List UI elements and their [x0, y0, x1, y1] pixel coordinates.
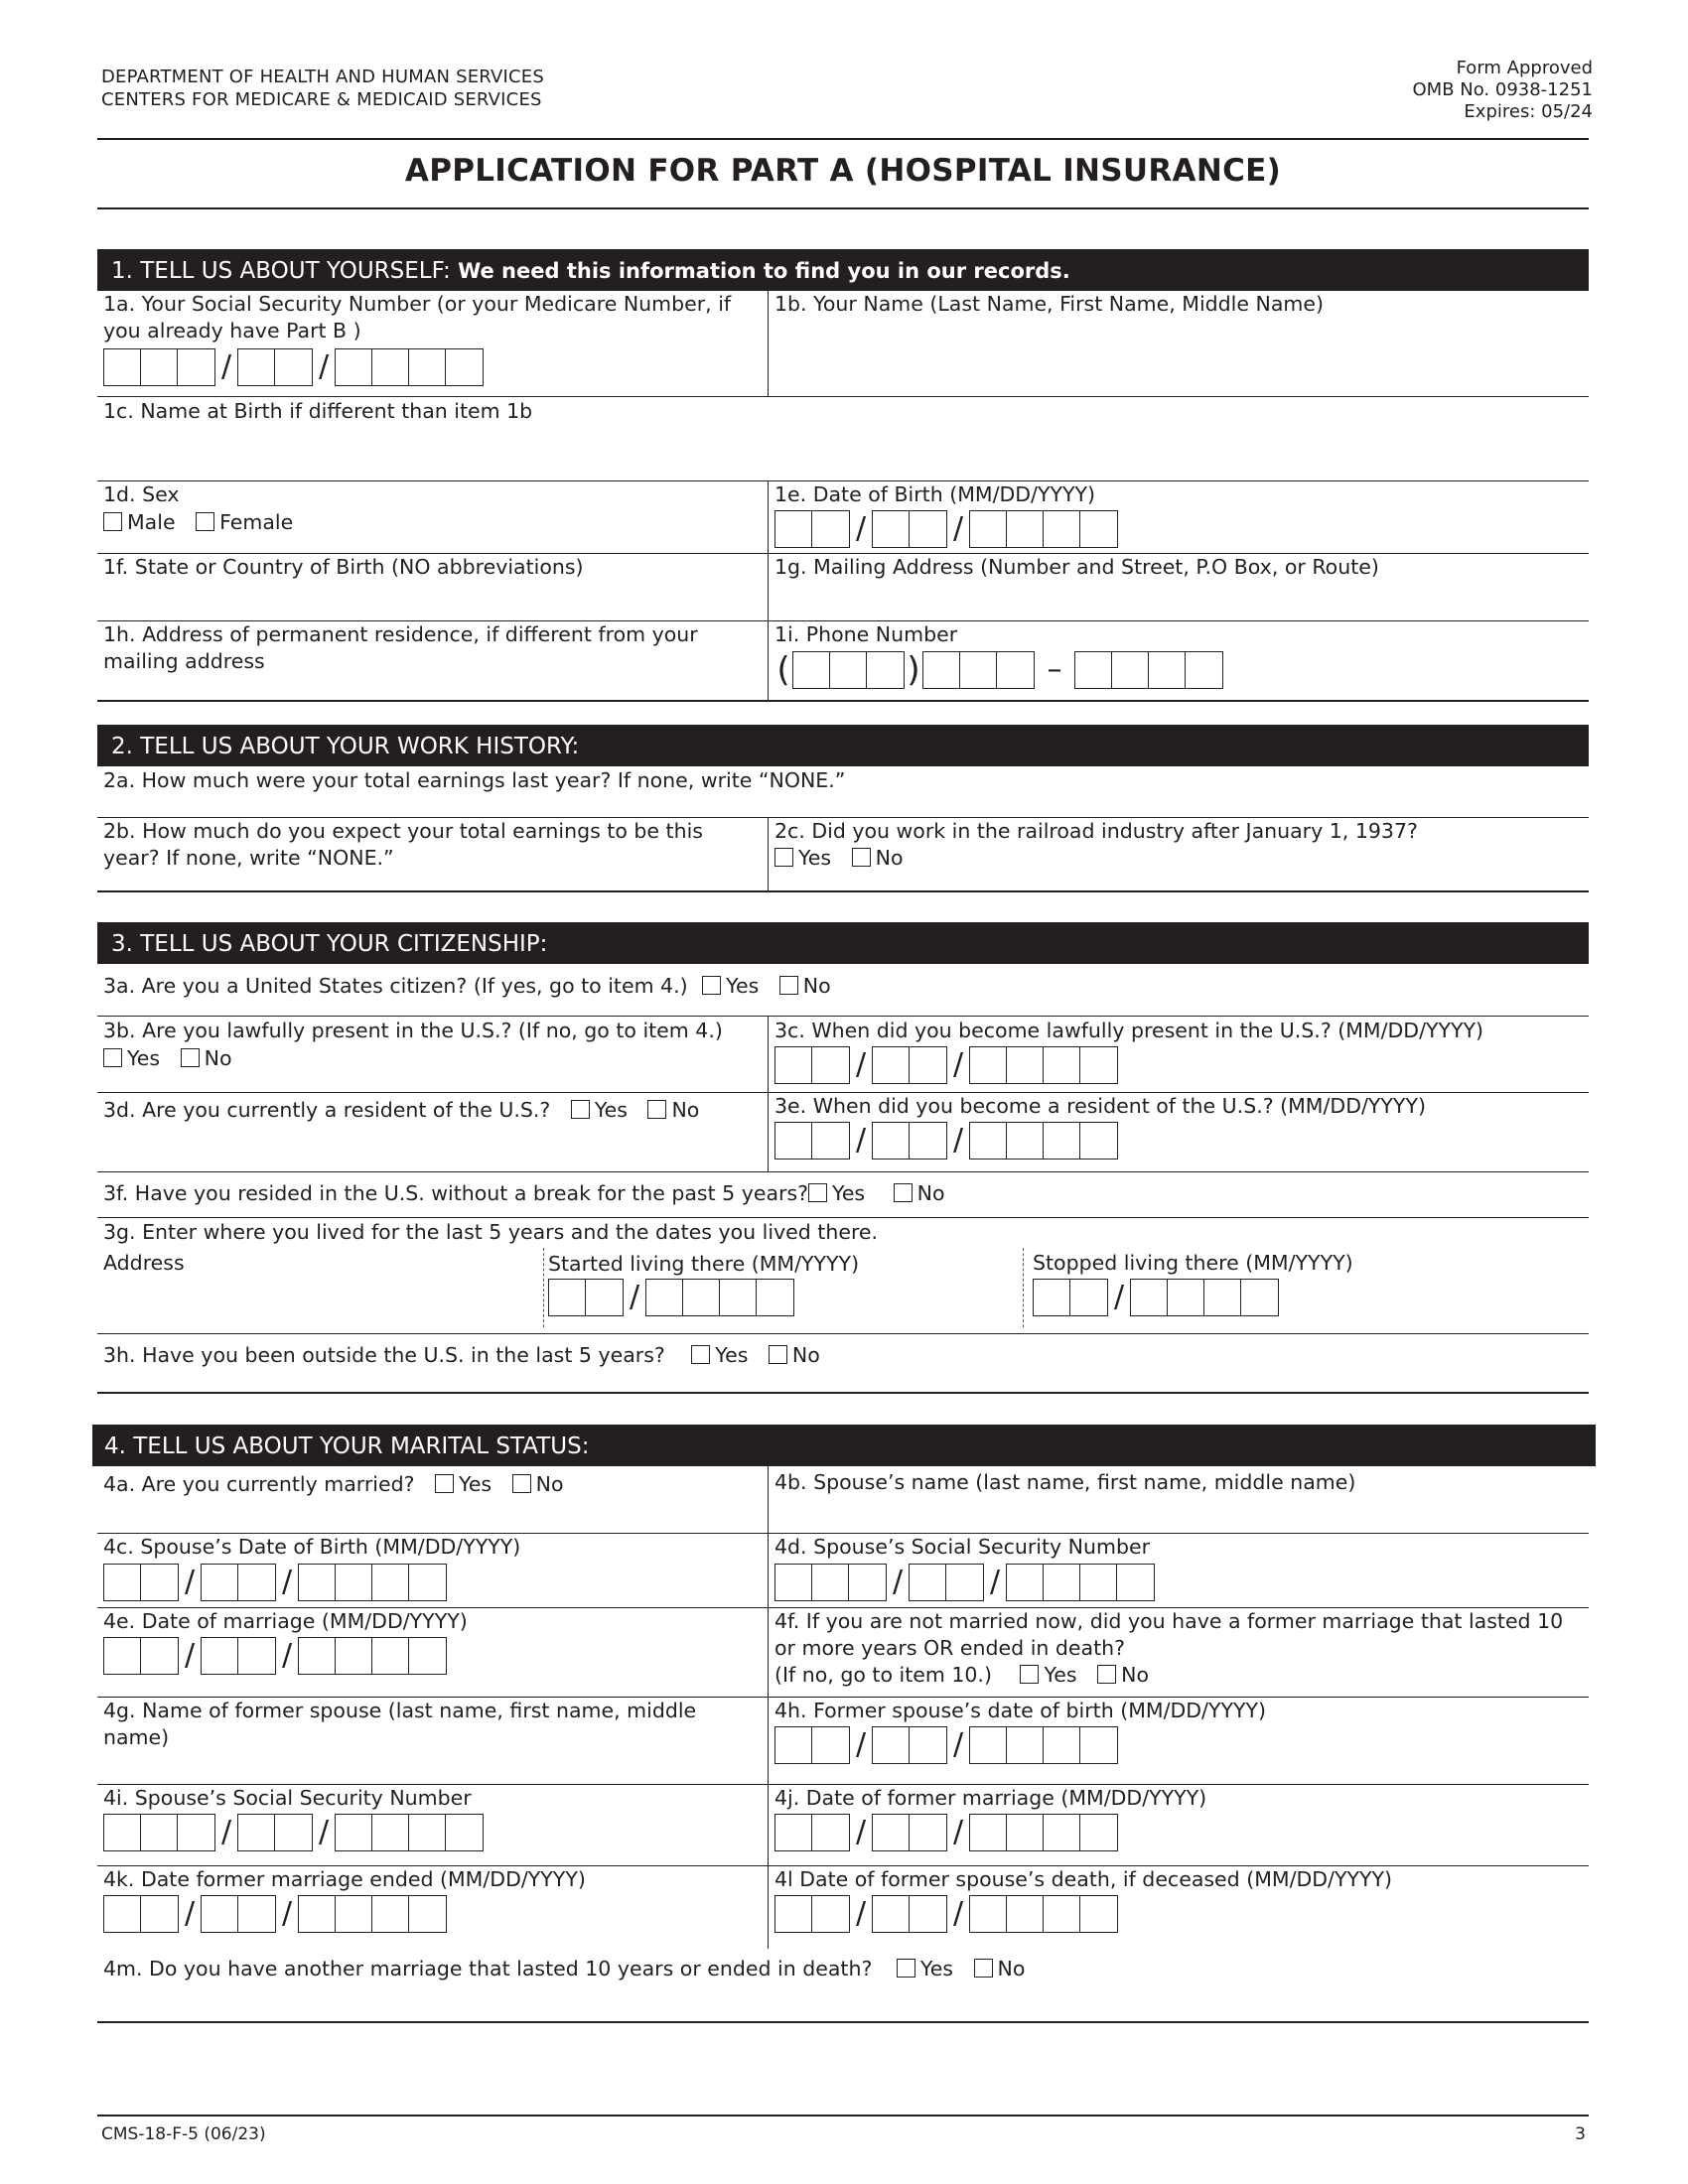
q2c-yes-checkbox[interactable] — [774, 848, 793, 867]
character-box[interactable] — [970, 1815, 1007, 1850]
character-box[interactable] — [1117, 1565, 1154, 1600]
character-box[interactable] — [202, 1638, 238, 1674]
q3a-yes-checkbox[interactable] — [702, 976, 721, 995]
character-box[interactable] — [299, 1565, 336, 1600]
character-box[interactable] — [1080, 1727, 1117, 1763]
q3a-label: 3a. Are you a United States citizen? (If yes, go to item 4.) — [103, 974, 688, 998]
character-box[interactable] — [775, 1047, 812, 1083]
character-box[interactable] — [873, 511, 910, 547]
character-box[interactable] — [775, 1727, 812, 1763]
q4f-yes-checkbox[interactable] — [1020, 1665, 1039, 1684]
no-label: No — [535, 1472, 564, 1496]
q3a-no-checkbox[interactable] — [779, 976, 798, 995]
q1b-label: 1b. Your Name (Last Name, First Name, Middle Name) — [774, 292, 1324, 316]
character-box[interactable] — [409, 1638, 446, 1674]
q3f-row — [103, 1180, 945, 1207]
character-box[interactable] — [1044, 1123, 1080, 1159]
character-box[interactable] — [104, 1815, 141, 1850]
character-box[interactable] — [299, 1896, 336, 1932]
divider — [543, 1248, 544, 1327]
q1i-label: 1i. Phone Number — [774, 622, 958, 646]
q4m-row — [103, 1956, 1025, 1982]
q3d-no-checkbox[interactable] — [647, 1100, 666, 1119]
q3d-row — [103, 1097, 699, 1124]
no-label: No — [916, 1181, 945, 1205]
character-box[interactable] — [238, 1815, 275, 1850]
character-box[interactable] — [1080, 1815, 1117, 1850]
character-box[interactable] — [238, 1565, 275, 1600]
character-box[interactable] — [910, 1123, 946, 1159]
q4l-label: 4l Date of former spouse’s death, if deceased (MM/DD/YYYY) — [774, 1867, 1393, 1891]
q3d-yes-checkbox[interactable] — [571, 1100, 590, 1119]
character-box[interactable] — [720, 1280, 757, 1315]
address-label: Address — [103, 1251, 185, 1275]
footer-divider — [97, 2115, 1589, 2116]
divider — [97, 700, 1589, 702]
q4d-label: 4d. Spouse’s Social Security Number — [774, 1535, 1150, 1559]
q2c-no-checkbox[interactable] — [852, 848, 871, 867]
divider — [1023, 1248, 1024, 1327]
no-label: No — [204, 1046, 232, 1070]
q3b-options — [103, 1045, 232, 1072]
lawful-presence-date-input[interactable]: / / — [774, 1046, 1118, 1084]
character-box[interactable] — [1007, 1815, 1044, 1850]
former-spouse-death-date-input[interactable]: / / — [774, 1895, 1118, 1933]
character-box[interactable] — [867, 652, 904, 688]
character-box[interactable] — [775, 511, 812, 547]
divider — [768, 817, 769, 890]
character-box[interactable] — [1204, 1280, 1241, 1315]
character-box[interactable] — [1044, 1565, 1080, 1600]
q2b-label: 2b. How much do you expect your total earnings to be this year? If none, write “NONE.” — [103, 819, 703, 870]
q3h-no-checkbox[interactable] — [769, 1345, 787, 1364]
character-box[interactable] — [549, 1280, 586, 1315]
character-box[interactable] — [910, 1565, 946, 1600]
character-box[interactable] — [238, 349, 275, 385]
expiration-date: Expires: 05/24 — [1464, 101, 1593, 122]
character-box[interactable] — [1080, 1896, 1117, 1932]
character-box[interactable] — [104, 1638, 141, 1674]
former-marriage-date-input[interactable]: / / — [774, 1814, 1118, 1851]
character-box[interactable] — [1168, 1280, 1204, 1315]
yes-label: Yes — [715, 1343, 749, 1367]
character-box[interactable] — [141, 349, 178, 385]
character-box[interactable] — [336, 1565, 372, 1600]
character-box[interactable] — [812, 1123, 849, 1159]
q3a-row — [103, 973, 831, 1000]
character-box[interactable] — [683, 1280, 720, 1315]
divider — [97, 2021, 1589, 2023]
character-box[interactable] — [1007, 511, 1044, 547]
character-box[interactable] — [238, 1896, 275, 1932]
department-name: DEPARTMENT OF HEALTH AND HUMAN SERVICES — [101, 67, 545, 87]
character-box[interactable] — [372, 349, 409, 385]
q2c-label: 2c. Did you work in the railroad industry after January 1, 1937? — [774, 819, 1418, 843]
q1e-label: 1e. Date of Birth (MM/DD/YYYY) — [774, 482, 1096, 506]
character-box[interactable] — [1007, 1123, 1044, 1159]
q1a-label: 1a. Your Social Security Number (or your Medicare Number, if you already have Part B ) — [103, 292, 732, 342]
character-box[interactable] — [1044, 1047, 1080, 1083]
character-box[interactable] — [775, 1123, 812, 1159]
character-box[interactable] — [946, 1565, 983, 1600]
divider — [97, 1217, 1589, 1218]
omb-number: OMB No. 0938-1251 — [1412, 79, 1593, 100]
divider — [97, 1392, 1589, 1394]
q1g-label: 1g. Mailing Address (Number and Street, P.O Box, or Route) — [774, 555, 1379, 579]
character-box[interactable] — [812, 1047, 849, 1083]
character-box[interactable] — [1034, 1280, 1070, 1315]
character-box[interactable] — [586, 1280, 623, 1315]
character-box[interactable] — [775, 1565, 812, 1600]
started-label: Started living there (MM/YYYY) — [548, 1252, 860, 1276]
spouse-ssn-input[interactable]: / / — [774, 1564, 1155, 1601]
character-box[interactable] — [141, 1565, 178, 1600]
q3f-no-checkbox[interactable] — [894, 1183, 913, 1202]
stopped-label: Stopped living there (MM/YYYY) — [1033, 1251, 1353, 1275]
character-box[interactable] — [970, 1896, 1007, 1932]
character-box[interactable] — [275, 1815, 312, 1850]
marriage-date-input[interactable]: / / — [103, 1637, 447, 1675]
section-4-title: 4. TELL US ABOUT YOUR MARITAL STATUS: — [104, 1433, 590, 1459]
character-box[interactable] — [793, 652, 830, 688]
character-box[interactable] — [873, 1047, 910, 1083]
q1f-label: 1f. State or Country of Birth (NO abbreviations) — [103, 555, 584, 579]
character-box[interactable] — [1070, 1280, 1107, 1315]
q4b-label: 4b. Spouse’s name (last name, first name, middle name) — [774, 1470, 1356, 1494]
q3h-row — [103, 1342, 820, 1369]
no-label: No — [1121, 1663, 1149, 1687]
character-box[interactable] — [409, 1896, 446, 1932]
character-box[interactable] — [1241, 1280, 1278, 1315]
form-approval-info — [1413, 58, 1594, 123]
form-approved-label: Form Approved — [1456, 58, 1593, 78]
character-box[interactable] — [1044, 511, 1080, 547]
spouse-birth-date-input[interactable]: / / — [103, 1564, 447, 1601]
character-box[interactable] — [1007, 1047, 1044, 1083]
character-box[interactable] — [910, 1815, 946, 1850]
character-box[interactable] — [873, 1815, 910, 1850]
q3b-yes-checkbox[interactable] — [103, 1048, 122, 1067]
character-box[interactable] — [775, 1815, 812, 1850]
character-box[interactable] — [409, 1815, 446, 1850]
q4a-row — [103, 1471, 564, 1498]
character-box[interactable] — [1080, 511, 1117, 547]
section-1-title: 1. TELL US ABOUT YOURSELF: — [111, 258, 451, 284]
character-box[interactable] — [104, 1565, 141, 1600]
character-box[interactable] — [446, 349, 483, 385]
divider — [97, 396, 1589, 397]
female-label: Female — [219, 510, 294, 534]
no-label: No — [791, 1343, 820, 1367]
female-checkbox[interactable] — [196, 512, 214, 531]
q4a-yes-checkbox[interactable] — [435, 1474, 454, 1493]
character-box[interactable] — [1149, 652, 1186, 688]
divider — [768, 1016, 769, 1171]
character-box[interactable] — [202, 1896, 238, 1932]
yes-label: Yes — [127, 1046, 161, 1070]
q3e-label: 3e. When did you become a resident of the U.S.? (MM/DD/YYYY) — [774, 1094, 1426, 1118]
divider — [768, 1466, 769, 1949]
character-box[interactable] — [336, 1815, 372, 1850]
residence-date-input[interactable]: / / — [774, 1122, 1118, 1160]
character-box[interactable] — [960, 652, 997, 688]
character-box[interactable] — [1075, 652, 1112, 688]
yes-label: Yes — [726, 974, 760, 998]
divider — [97, 1171, 1589, 1172]
character-box[interactable] — [299, 1638, 336, 1674]
started-date-input[interactable]: / — [548, 1279, 794, 1316]
divider — [97, 890, 1589, 892]
divider — [97, 207, 1589, 209]
q4f-row — [774, 1662, 1149, 1689]
character-box[interactable] — [812, 1815, 849, 1850]
character-box[interactable] — [1080, 1123, 1117, 1159]
character-box[interactable] — [873, 1896, 910, 1932]
character-box[interactable] — [812, 1727, 849, 1763]
q3f-yes-checkbox[interactable] — [808, 1183, 827, 1202]
character-box[interactable] — [812, 1565, 849, 1600]
male-checkbox[interactable] — [103, 512, 122, 531]
character-box[interactable] — [372, 1565, 409, 1600]
q4c-label: 4c. Spouse’s Date of Birth (MM/DD/YYYY) — [103, 1535, 521, 1559]
q1h-label: 1h. Address of permanent residence, if different from your mailing address — [103, 622, 698, 673]
character-box[interactable] — [104, 1896, 141, 1932]
q1c-label: 1c. Name at Birth if different than item 1b — [103, 399, 533, 423]
character-box[interactable] — [970, 1727, 1007, 1763]
character-box[interactable] — [446, 1815, 483, 1850]
no-label: No — [997, 1957, 1026, 1980]
character-box[interactable] — [104, 349, 141, 385]
character-box[interactable] — [970, 1123, 1007, 1159]
section-3-title: 3. TELL US ABOUT YOUR CITIZENSHIP: — [111, 931, 548, 957]
q4k-label: 4k. Date former marriage ended (MM/DD/YYYY) — [103, 1867, 586, 1891]
character-box[interactable] — [970, 511, 1007, 547]
q4i-label: 4i. Spouse’s Social Security Number — [103, 1786, 472, 1810]
page-number: 3 — [1575, 2124, 1586, 2144]
character-box[interactable] — [1007, 1565, 1044, 1600]
character-box[interactable] — [202, 1565, 238, 1600]
character-box[interactable] — [873, 1123, 910, 1159]
divider — [97, 1333, 1589, 1334]
character-box[interactable] — [775, 1896, 812, 1932]
q3b-no-checkbox[interactable] — [181, 1048, 200, 1067]
section-1-subtitle: We need this information to find you in our records. — [450, 259, 1070, 283]
character-box[interactable] — [178, 349, 214, 385]
section-1-header — [97, 249, 1589, 291]
character-box[interactable] — [923, 652, 960, 688]
character-box[interactable] — [1007, 1896, 1044, 1932]
q3f-label: 3f. Have you resided in the U.S. without a break for the past 5 years? — [103, 1181, 809, 1205]
character-box[interactable] — [757, 1280, 793, 1315]
form-number: CMS-18-F-5 (06/23) — [101, 2124, 266, 2144]
q2c-options — [774, 845, 904, 872]
no-label: No — [875, 846, 904, 870]
character-box[interactable] — [1007, 1727, 1044, 1763]
yes-label: Yes — [459, 1472, 492, 1496]
character-box[interactable] — [997, 652, 1034, 688]
yes-label: Yes — [832, 1181, 866, 1205]
section-2-header — [97, 725, 1589, 766]
yes-label: Yes — [1044, 1663, 1077, 1687]
divider — [97, 138, 1589, 140]
phone-number-input[interactable]: ( ) – — [774, 651, 1223, 689]
character-box[interactable] — [1044, 1896, 1080, 1932]
divider — [768, 291, 769, 396]
section-2-title: 2. TELL US ABOUT YOUR WORK HISTORY: — [111, 734, 580, 759]
character-box[interactable] — [910, 1727, 946, 1763]
q3g-label: 3g. Enter where you lived for the last 5 years and the dates you lived there. — [103, 1220, 879, 1244]
sex-options — [103, 509, 293, 536]
q4h-label: 4h. Former spouse’s date of birth (MM/DD/YYYY) — [774, 1699, 1267, 1722]
q3d-label: 3d. Are you currently a resident of the U.S.? — [103, 1098, 551, 1122]
yes-label: Yes — [798, 846, 832, 870]
section-4-header — [92, 1425, 1596, 1466]
no-label: No — [671, 1098, 700, 1122]
q4m-label: 4m. Do you have another marriage that lasted 10 years or ended in death? — [103, 1957, 873, 1980]
character-box[interactable] — [849, 1565, 886, 1600]
character-box[interactable] — [238, 1638, 275, 1674]
character-box[interactable] — [1080, 1565, 1117, 1600]
character-box[interactable] — [141, 1896, 178, 1932]
yes-label: Yes — [594, 1098, 628, 1122]
q4g-label: 4g. Name of former spouse (last name, first name, middle name) — [103, 1699, 697, 1749]
former-spouse-birth-date-input[interactable]: / / — [774, 1726, 1118, 1764]
q4a-no-checkbox[interactable] — [512, 1474, 531, 1493]
centers-name: CENTERS FOR MEDICARE & MEDICAID SERVICES — [101, 89, 542, 110]
character-box[interactable] — [409, 349, 446, 385]
page-title: APPLICATION FOR PART A (HOSPITAL INSURANCE) — [404, 153, 1282, 189]
character-box[interactable] — [812, 1896, 849, 1932]
q3b-label: 3b. Are you lawfully present in the U.S.? (If no, go to item 4.) — [103, 1019, 723, 1042]
character-box[interactable] — [646, 1280, 683, 1315]
character-box[interactable] — [873, 1727, 910, 1763]
character-box[interactable] — [141, 1815, 178, 1850]
character-box[interactable] — [372, 1638, 409, 1674]
character-box[interactable] — [275, 349, 312, 385]
divider — [768, 480, 769, 700]
character-box[interactable] — [1186, 652, 1222, 688]
q4f-note: (If no, go to item 10.) — [774, 1663, 992, 1687]
q3h-label: 3h. Have you been outside the U.S. in the last 5 years? — [103, 1343, 665, 1367]
q3h-yes-checkbox[interactable] — [691, 1345, 710, 1364]
birth-date-input[interactable]: / / — [774, 510, 1118, 548]
character-box[interactable] — [336, 1638, 372, 1674]
q1d-label: 1d. Sex — [103, 482, 180, 506]
stopped-date-input[interactable]: / — [1033, 1279, 1279, 1316]
no-label: No — [802, 974, 831, 998]
character-box[interactable] — [336, 349, 372, 385]
q4f-no-checkbox[interactable] — [1097, 1665, 1116, 1684]
character-box[interactable] — [830, 652, 867, 688]
agency-header — [101, 66, 544, 111]
character-box[interactable] — [1080, 1047, 1117, 1083]
character-box[interactable] — [178, 1815, 214, 1850]
character-box[interactable] — [1044, 1727, 1080, 1763]
ssn-input[interactable]: / / — [103, 348, 484, 386]
character-box[interactable] — [970, 1047, 1007, 1083]
character-box[interactable] — [1112, 652, 1149, 688]
q4m-yes-checkbox[interactable] — [897, 1959, 915, 1978]
section-3-header — [97, 922, 1589, 964]
character-box[interactable] — [1131, 1280, 1168, 1315]
character-box[interactable] — [910, 511, 946, 547]
marriage-ended-date-input[interactable]: / / — [103, 1895, 447, 1933]
q4e-label: 4e. Date of marriage (MM/DD/YYYY) — [103, 1609, 468, 1633]
character-box[interactable] — [336, 1896, 372, 1932]
q3c-label: 3c. When did you become lawfully present in the U.S.? (MM/DD/YYYY) — [774, 1019, 1484, 1042]
character-box[interactable] — [372, 1896, 409, 1932]
q2a-label: 2a. How much were your total earnings last year? If none, write “NONE.” — [103, 768, 846, 792]
former-spouse-ssn-input[interactable]: / / — [103, 1814, 484, 1851]
character-box[interactable] — [910, 1896, 946, 1932]
character-box[interactable] — [1044, 1815, 1080, 1850]
character-box[interactable] — [910, 1047, 946, 1083]
character-box[interactable] — [141, 1638, 178, 1674]
q4j-label: 4j. Date of former marriage (MM/DD/YYYY) — [774, 1786, 1207, 1810]
character-box[interactable] — [372, 1815, 409, 1850]
q4f-label: 4f. If you are not married now, did you have a former marriage that lasted 10 or more years OR ended in death? — [774, 1609, 1564, 1660]
character-box[interactable] — [409, 1565, 446, 1600]
q4m-no-checkbox[interactable] — [974, 1959, 993, 1978]
q4a-label: 4a. Are you currently married? — [103, 1472, 415, 1496]
character-box[interactable] — [812, 511, 849, 547]
yes-label: Yes — [919, 1957, 953, 1980]
male-label: Male — [127, 510, 176, 534]
divider — [97, 1016, 1589, 1017]
